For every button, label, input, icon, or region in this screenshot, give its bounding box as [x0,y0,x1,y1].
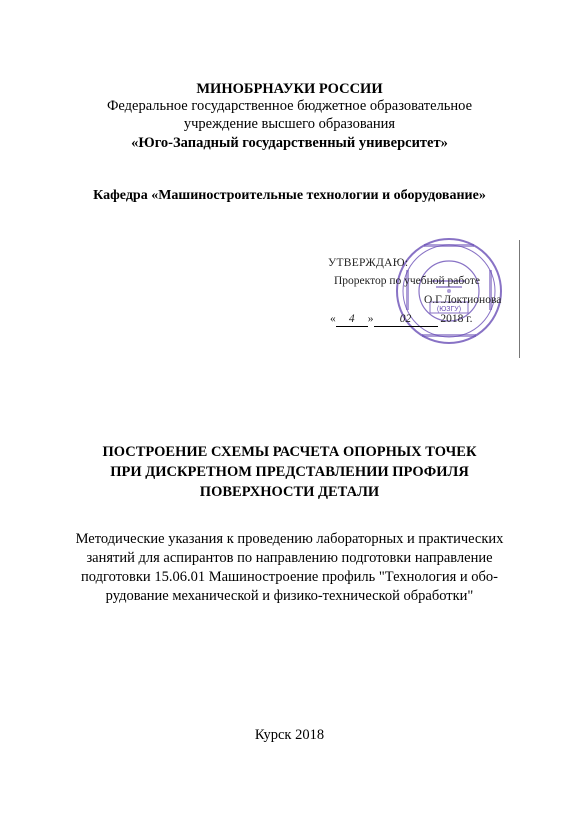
ministry-heading: МИНОБРНАУКИ РОССИИ [196,81,383,97]
description-line-2: занятий для аспирантов по направлению подготовки направление [86,550,493,566]
description-line-3: подготовки 15.06.01 Машиностроение профиль "Технология и обо- [81,569,498,585]
department-name: Кафедра «Машиностроительные технологии и оборудование» [93,188,486,203]
university-name: «Юго-Западный государственный университет» [131,135,448,151]
description-line-1: Методические указания к проведению лабораторных и практических [75,531,504,547]
date-month: 02 [374,312,438,327]
approved-label: УТВЕРЖДАЮ: [328,257,409,269]
date-open-quote: « [330,313,336,325]
svg-text:(ЮЗГУ): (ЮЗГУ) [436,306,462,313]
approval-date [330,312,473,327]
document-title-line-3: ПОВЕРХНОСТИ ДЕТАЛИ [199,484,380,500]
city-year: Курск 2018 [254,727,325,743]
approver-position: Проректор по учебной работе [334,275,480,287]
document-title-line-2: ПРИ ДИСКРЕТНОМ ПРЕДСТАВЛЕНИИ ПРОФИЛЯ [110,464,469,480]
date-year: 2018 г. [440,313,473,325]
document-title-line-1: ПОСТРОЕНИЕ СХЕМЫ РАСЧЕТА ОПОРНЫХ ТОЧЕК [102,444,477,460]
description-line-4: рудование механической и физико-технической обработки" [105,588,474,604]
approval-block [318,236,538,361]
federal-institution-line-2: учреждение высшего образования [183,116,396,132]
approver-name: О.Г.Локтионова [424,294,502,306]
scan-edge-line [519,240,520,358]
federal-institution-line-1: Федеральное государственное бюджетное образовательное [106,98,473,114]
official-stamp-icon [394,236,504,346]
date-day: 4 [336,312,368,327]
date-close-quote: » [367,313,374,325]
